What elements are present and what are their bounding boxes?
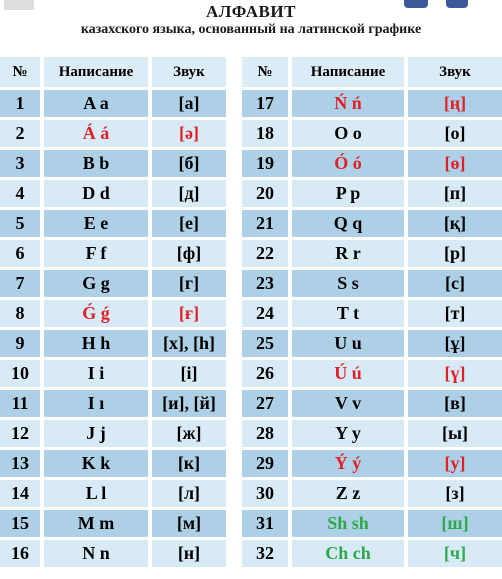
- letter-sound: [с]: [408, 270, 502, 297]
- letter-number: 25: [242, 330, 288, 357]
- letter-sound: [ф]: [152, 240, 226, 267]
- letter-number: 31: [242, 510, 288, 537]
- letter-sound: [з]: [408, 480, 502, 507]
- letter-writing: P p: [292, 180, 404, 207]
- letter-writing: I i: [44, 360, 148, 387]
- letter-number: 8: [0, 300, 40, 327]
- letter-writing: D d: [44, 180, 148, 207]
- letter-sound: [о]: [408, 120, 502, 147]
- letter-number: 26: [242, 360, 288, 387]
- alphabet-table-right: [242, 54, 502, 579]
- letter-writing: V v: [292, 390, 404, 417]
- letter-writing: Z z: [292, 480, 404, 507]
- letter-number: 4: [0, 180, 40, 207]
- table-row: [242, 420, 502, 447]
- page-title: АЛФАВИТ: [206, 2, 296, 21]
- letter-writing: Ǵ ǵ: [44, 300, 148, 327]
- letter-writing: L l: [44, 480, 148, 507]
- table-row: [0, 480, 226, 507]
- table-row: [0, 180, 226, 207]
- table-row: [242, 480, 502, 507]
- table-row: [0, 210, 226, 237]
- letter-sound: [н]: [152, 540, 226, 567]
- letter-sound: [п]: [408, 180, 502, 207]
- letter-number: 27: [242, 390, 288, 417]
- letter-number: 18: [242, 120, 288, 147]
- letter-number: 32: [242, 540, 288, 567]
- table-row: [0, 330, 226, 357]
- letter-writing: Ý ý: [292, 450, 404, 477]
- table-row: [242, 240, 502, 267]
- letter-number: 6: [0, 240, 40, 267]
- letter-writing: Ó ó: [292, 150, 404, 177]
- letter-sound: [ж]: [152, 420, 226, 447]
- letter-number: 29: [242, 450, 288, 477]
- letter-writing: B b: [44, 150, 148, 177]
- letter-number: 20: [242, 180, 288, 207]
- table-row: [242, 150, 502, 177]
- table-row: [0, 240, 226, 267]
- top-bar: [0, 0, 502, 56]
- table-row: [0, 300, 226, 327]
- letter-sound: [г]: [152, 270, 226, 297]
- table-row: [242, 300, 502, 327]
- table-row: [0, 150, 226, 177]
- letter-number: 28: [242, 420, 288, 447]
- letter-writing: Y y: [292, 420, 404, 447]
- letter-sound: [б]: [152, 150, 226, 177]
- table-row: [0, 420, 226, 447]
- letter-writing: I ı: [44, 390, 148, 417]
- letter-sound: [ш]: [408, 510, 502, 537]
- table-divider: [226, 54, 242, 579]
- letter-sound: [л]: [152, 480, 226, 507]
- letter-number: 13: [0, 450, 40, 477]
- letter-writing: Ú ú: [292, 360, 404, 387]
- letter-number: 23: [242, 270, 288, 297]
- letter-sound: [и], [й]: [152, 390, 226, 417]
- letter-sound: [і]: [152, 360, 226, 387]
- letter-writing: Sh sh: [292, 510, 404, 537]
- letter-writing: A a: [44, 90, 148, 117]
- table-row: [242, 540, 502, 567]
- table-row: [0, 510, 226, 537]
- letter-number: 14: [0, 480, 40, 507]
- letter-sound: [ө]: [408, 150, 502, 177]
- letter-sound: [ч]: [408, 540, 502, 567]
- letter-writing: Á á: [44, 120, 148, 147]
- alphabet-table-left: [0, 54, 226, 579]
- letter-sound: [в]: [408, 390, 502, 417]
- table-row: [242, 330, 502, 357]
- letter-sound: [ғ]: [152, 300, 226, 327]
- table-row: [242, 360, 502, 387]
- table-row: [242, 90, 502, 117]
- col-header-sound: Звук: [152, 57, 226, 87]
- letter-writing: M m: [44, 510, 148, 537]
- col-header-num: №: [242, 57, 288, 87]
- letter-writing: N n: [44, 540, 148, 567]
- letter-writing: H h: [44, 330, 148, 357]
- table-row: [242, 510, 502, 537]
- col-header-sound: Звук: [408, 57, 502, 87]
- letter-writing: Ń ń: [292, 90, 404, 117]
- letter-number: 3: [0, 150, 40, 177]
- letter-sound: [қ]: [408, 210, 502, 237]
- letter-writing: F f: [44, 240, 148, 267]
- letter-writing: Ch ch: [292, 540, 404, 567]
- letter-number: 7: [0, 270, 40, 297]
- table-row: [0, 540, 226, 567]
- col-header-writing: Написание: [292, 57, 404, 87]
- letter-number: 1: [0, 90, 40, 117]
- table-row: [242, 450, 502, 477]
- letter-writing: O o: [292, 120, 404, 147]
- letter-sound: [е]: [152, 210, 226, 237]
- table-row: [0, 390, 226, 417]
- table-body-left: [0, 90, 226, 567]
- letter-number: 11: [0, 390, 40, 417]
- letter-writing: U u: [292, 330, 404, 357]
- letter-writing: T t: [292, 300, 404, 327]
- letter-number: 21: [242, 210, 288, 237]
- letter-sound: [ң]: [408, 90, 502, 117]
- letter-number: 30: [242, 480, 288, 507]
- letter-number: 9: [0, 330, 40, 357]
- letter-sound: [д]: [152, 180, 226, 207]
- letter-writing: R r: [292, 240, 404, 267]
- letter-sound: [ә]: [152, 120, 226, 147]
- letter-writing: Q q: [292, 210, 404, 237]
- table-row: [0, 90, 226, 117]
- table-row: [0, 360, 226, 387]
- table-row: [0, 120, 226, 147]
- letter-writing: K k: [44, 450, 148, 477]
- letter-sound: [т]: [408, 300, 502, 327]
- letter-sound: [р]: [408, 240, 502, 267]
- letter-sound: [м]: [152, 510, 226, 537]
- table-row: [242, 210, 502, 237]
- col-header-num: №: [0, 57, 40, 87]
- letter-number: 15: [0, 510, 40, 537]
- table-body-right: [242, 90, 502, 567]
- letter-number: 22: [242, 240, 288, 267]
- letter-number: 16: [0, 540, 40, 567]
- letter-sound: [ү]: [408, 360, 502, 387]
- letter-number: 2: [0, 120, 40, 147]
- letter-sound: [к]: [152, 450, 226, 477]
- table-row: [242, 390, 502, 417]
- letter-sound: [у]: [408, 450, 502, 477]
- letter-number: 5: [0, 210, 40, 237]
- table-row: [242, 120, 502, 147]
- letter-number: 17: [242, 90, 288, 117]
- col-header-writing: Написание: [44, 57, 148, 87]
- table-row: [242, 180, 502, 207]
- letter-sound: [а]: [152, 90, 226, 117]
- letter-number: 12: [0, 420, 40, 447]
- letter-number: 19: [242, 150, 288, 177]
- table-row: [0, 270, 226, 297]
- letter-sound: [ұ]: [408, 330, 502, 357]
- table-row: [0, 450, 226, 477]
- letter-writing: J j: [44, 420, 148, 447]
- letter-sound: [х], [h]: [152, 330, 226, 357]
- letter-number: 24: [242, 300, 288, 327]
- letter-number: 10: [0, 360, 40, 387]
- table-row: [242, 270, 502, 297]
- page-subtitle: казахского языка, основанный на латинской графике: [80, 22, 422, 37]
- letter-writing: E e: [44, 210, 148, 237]
- letter-sound: [ы]: [408, 420, 502, 447]
- letter-writing: S s: [292, 270, 404, 297]
- letter-writing: G g: [44, 270, 148, 297]
